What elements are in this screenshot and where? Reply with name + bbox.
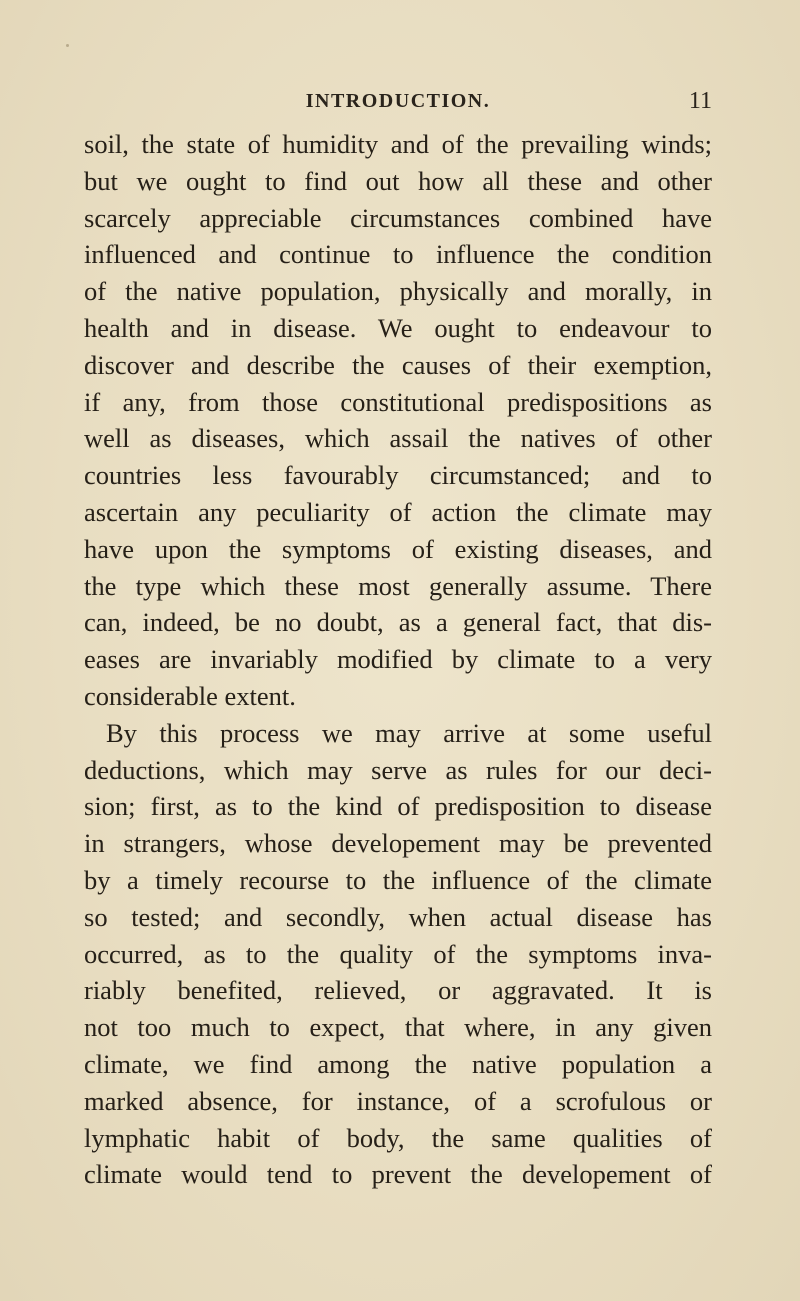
text-line: if any, from those constitutional predispositions as	[84, 386, 712, 417]
text-line: can, indeed, be no doubt, as a general fact, that dis-	[84, 607, 712, 638]
text-line: not too much to expect, that where, in any given	[84, 1012, 712, 1043]
text-line: lymphatic habit of body, the same qualities of	[84, 1122, 712, 1153]
text-line: ascertain any peculiarity of action the climate may	[84, 496, 712, 527]
page-number: 11	[688, 88, 712, 114]
paper-speck	[66, 44, 69, 47]
text-line: have upon the symptoms of existing diseases, and	[84, 533, 712, 564]
text-line: health and in disease. We ought to endeavour to	[84, 312, 712, 343]
text-line: climate would tend to prevent the developement of	[84, 1159, 712, 1190]
text-line: by a timely recourse to the influence of the climate	[84, 864, 712, 895]
text-line: countries less favourably circumstanced; and to	[84, 460, 712, 491]
body-text	[84, 126, 712, 1193]
text-line: well as diseases, which assail the natives of other	[84, 423, 712, 454]
text-line: deductions, which may serve as rules for our deci-	[84, 754, 712, 785]
text-line: so tested; and secondly, when actual disease has	[84, 901, 712, 932]
text-line: in strangers, whose developement may be prevented	[84, 828, 712, 859]
text-line: eases are invariably modified by climate to a very	[84, 644, 712, 675]
text-line: climate, we find among the native population a	[84, 1048, 712, 1079]
text-line: the type which these most generally assume. There	[84, 570, 712, 601]
text-line: influenced and continue to influence the condition	[84, 239, 712, 270]
running-head: INTRODUCTION.	[305, 90, 491, 112]
text-line: considerable extent.	[84, 680, 296, 711]
text-line: sion; first, as to the kind of predisposition to disease	[84, 791, 712, 822]
page-header	[84, 90, 712, 120]
text-line: discover and describe the causes of their exemption,	[84, 349, 712, 380]
text-line: but we ought to find out how all these and other	[84, 165, 712, 196]
text-line: marked absence, for instance, of a scrofulous or	[84, 1085, 712, 1116]
text-line: soil, the state of humidity and of the prevailing winds;	[84, 129, 712, 159]
text-line: occurred, as to the quality of the symptoms inva-	[84, 938, 712, 969]
text-line: of the native population, physically and morally, in	[84, 276, 712, 307]
text-line: scarcely appreciable circumstances combined have	[84, 202, 712, 233]
text-line: By this process we may arrive at some useful	[106, 717, 712, 748]
text-line: riably benefited, relieved, or aggravated. It is	[84, 975, 712, 1006]
